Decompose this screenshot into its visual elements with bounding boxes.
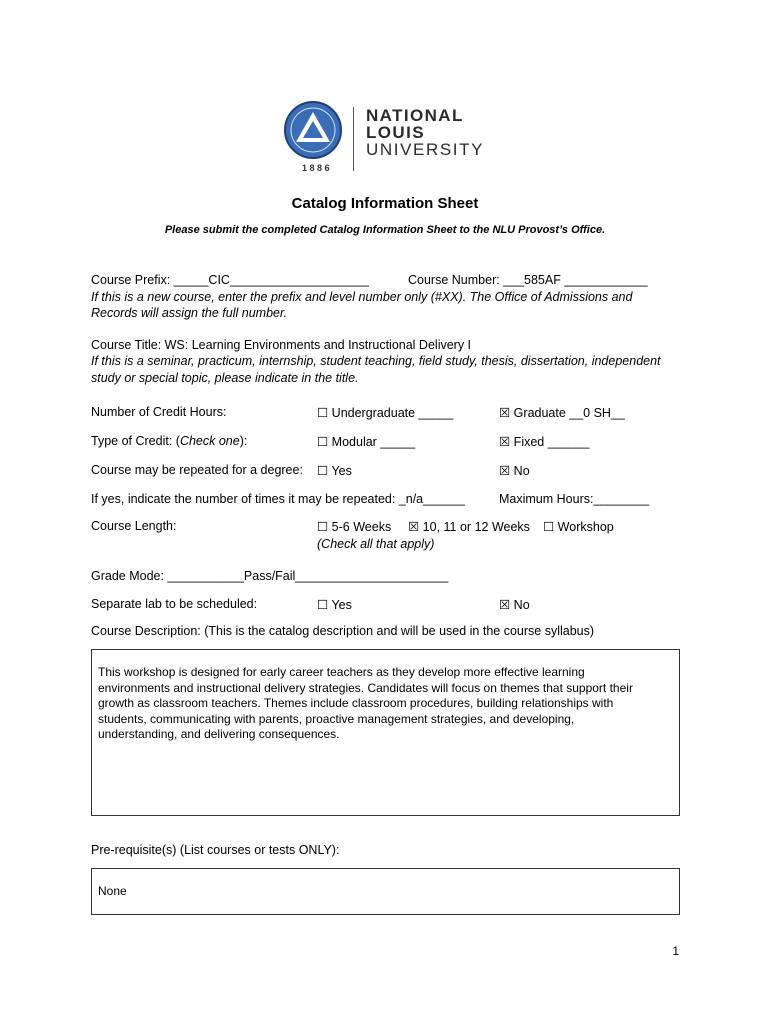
repeat-label: Course may be repeated for a degree: bbox=[91, 463, 303, 477]
description-line-3: growth as classroom teachers. Themes include classroom procedures, building relationships with bbox=[98, 696, 614, 710]
title-note-line-1: If this is a seminar, practicum, internship, student teaching, field study, thesis, dissertation, independent bbox=[91, 354, 661, 368]
max-hours-field: Maximum Hours:________ bbox=[499, 492, 650, 506]
course-prefix-field: Course Prefix: _____CIC____________________ bbox=[91, 273, 369, 287]
description-line-4: students, communicating with parents, proactive management strategies, and developing, bbox=[98, 711, 575, 726]
credit-type-label-text: Type of Credit: ( bbox=[91, 434, 180, 448]
course-description-text bbox=[98, 665, 668, 743]
brand-line-1: NATIONAL bbox=[366, 106, 464, 125]
repeat-no-checkbox[interactable]: ☒ No bbox=[499, 464, 530, 478]
description-line-5: understanding, and delivering consequences. bbox=[98, 727, 340, 741]
brand-line-2: LOUIS bbox=[366, 123, 425, 142]
founding-year: 1886 bbox=[302, 163, 333, 173]
credit-type-label-end: ): bbox=[239, 434, 248, 448]
length-10-12-weeks-checkbox[interactable]: ☒ 10, 11 or 12 Weeks bbox=[408, 520, 530, 534]
length-5-6-weeks-checkbox[interactable]: ☐ 5-6 Weeks bbox=[317, 520, 392, 534]
page-number: 1 bbox=[672, 944, 679, 958]
university-seal-logo bbox=[283, 100, 343, 160]
prefix-note-line-2: Records will assign the full number. bbox=[91, 306, 288, 320]
credit-undergraduate-checkbox[interactable]: ☐ Undergraduate _____ bbox=[317, 406, 454, 420]
prerequisite-box[interactable] bbox=[91, 868, 680, 915]
credit-graduate-checkbox[interactable]: ☒ Graduate __0 SH__ bbox=[499, 406, 625, 420]
brand-wordmark bbox=[366, 107, 484, 158]
credit-type-check-note: Check one bbox=[179, 434, 240, 448]
course-number-field: Course Number: ___585AF ____________ bbox=[408, 273, 648, 287]
grade-mode-field: Grade Mode: ___________Pass/Fail______________________ bbox=[91, 569, 449, 583]
lab-label: Separate lab to be scheduled: bbox=[91, 597, 258, 611]
credit-type-label bbox=[91, 434, 247, 448]
course-length-label: Course Length: bbox=[91, 519, 177, 533]
brand-line-3: UNIVERSITY bbox=[366, 140, 485, 159]
page-title: Catalog Information Sheet bbox=[291, 195, 479, 212]
logo-divider bbox=[353, 107, 354, 171]
description-line-1: This workshop is designed for early career teachers as they develop more effective learning bbox=[98, 665, 585, 679]
length-note: (Check all that apply) bbox=[317, 537, 435, 551]
credit-modular-checkbox[interactable]: ☐ Modular _____ bbox=[317, 435, 416, 449]
credit-fixed-checkbox[interactable]: ☒ Fixed ______ bbox=[499, 435, 590, 449]
prerequisite-label: Pre-requisite(s) (List courses or tests ONLY): bbox=[91, 843, 340, 857]
prefix-note-line-1: If this is a new course, enter the prefix and level number only (#XX). The Office of Admissions and bbox=[91, 290, 633, 304]
course-description-label: Course Description: (This is the catalog description and will be used in the course syllabus) bbox=[91, 624, 595, 638]
title-note-line-2: study or special topic, please indicate in the title. bbox=[91, 371, 359, 385]
description-line-2: environments and instructional delivery strategies. Candidates will focus on themes that support their bbox=[98, 680, 633, 695]
credit-hours-label: Number of Credit Hours: bbox=[91, 405, 227, 419]
repeat-yes-checkbox[interactable]: ☐ Yes bbox=[317, 464, 352, 478]
lab-yes-checkbox[interactable]: ☐ Yes bbox=[317, 598, 352, 612]
repeat-times-field: If yes, indicate the number of times it may be repeated: _n/a______ bbox=[91, 492, 465, 506]
course-title-field: Course Title: WS: Learning Environments and Instructional Delivery I bbox=[91, 338, 472, 352]
lab-no-checkbox[interactable]: ☒ No bbox=[499, 598, 530, 612]
length-workshop-checkbox[interactable]: ☐ Workshop bbox=[543, 520, 614, 534]
page-subtitle: Please submit the completed Catalog Information Sheet to the NLU Provost’s Office. bbox=[164, 224, 606, 236]
prerequisite-value: None bbox=[98, 884, 127, 898]
